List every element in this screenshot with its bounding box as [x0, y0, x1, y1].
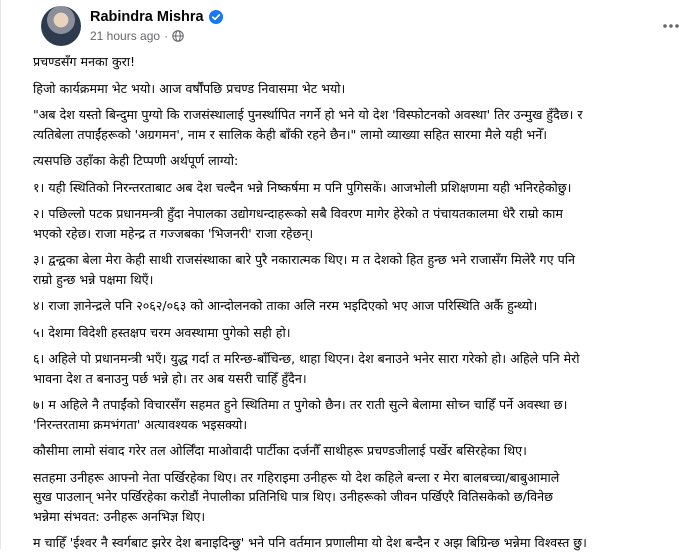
- post-paragraph: ५। देशमा विदेशी हस्तक्षप चरम अवस्थामा पुगेको सही हो।: [33, 324, 291, 340]
- more-options-icon[interactable]: [657, 12, 685, 40]
- post-body: [33, 52, 679, 560]
- post-paragraph: त्यसपछि उहाँका केही टिप्पणी अर्थपूर्ण लाग्यो:: [33, 153, 239, 168]
- author-name[interactable]: Rabindra Mishra: [90, 9, 204, 25]
- meta-separator: ·: [164, 29, 169, 43]
- post-paragraph: प्रचण्डसँग मनका कुरा!: [33, 54, 136, 69]
- avatar[interactable]: [41, 6, 81, 46]
- globe-icon[interactable]: [172, 30, 184, 42]
- post-paragraph: ३। द्वन्द्वका बेला मेरा केही साथी राजसंस्थाका बारे पुरै नकारात्मक थिए। म त देशको हित हुन्छ भने राजासँग मिलेरै गए पनि राम्रो हुन्छ भन्ने पक्षमा थिएँ।: [33, 252, 575, 287]
- post-paragraph: ७। म अहिले नै तपाईंको विचारसँग सहमत हुने स्थितिमा त पुगेको छैन। तर राती सुत्ने बेलामा सोच्न चाहिँ पर्ने अवस्था छ। 'निरन्तरतामा क्रमभंगता' अत्यावश्यक भइसक्यो।: [33, 397, 568, 432]
- post-paragraph: हिजो कार्यक्रममा भेट भयो। आज वर्षौंपछि प्रचण्ड निवासमा भेट भयो।: [33, 80, 346, 96]
- post-paragraph: म चाहिँ 'ईश्वर नै स्वर्गबाट झरेर देश बनाइदिन्छु' भने पनि वर्तमान प्रणालीमा यो देश बन्दैन र अझ बिग्रिन्छ भन्नेमा विश्वस्त छु।: [33, 535, 587, 550]
- post-paragraph: ६। अहिले पो प्रधानमन्त्री भएँ। युद्ध गर्दा त मरिन्छ-बाँचिन्छ, थाहा थिएन। देश बनाउने भनेर सारा गरेको हो। अहिले पनि मेरो भावना देश त बनाउनु पर्छ भन्ने हो। तर अब यसरी चाहिँ हुँदैन।: [33, 351, 580, 386]
- post-paragraph: १। यही स्थितिको निरन्तरताबाट अब देश चल्दैन भन्ने निष्कर्षमा म पनि पुगिसकें। आजभोली प्रशिक्षणमा यही भनिरहेकोछु।: [33, 179, 572, 195]
- author-name-row: [90, 9, 223, 25]
- post-meta: [90, 29, 184, 43]
- post-paragraph: ४। राजा ज्ञानेन्द्रले पनि २०६२/०६३ को आन्दोलनको ताका अलि नरम भइदिएको भए आज परिस्थिति अर्कै हुन्थ्यो।: [33, 298, 538, 313]
- post-paragraph: "अब देश यस्तो बिन्दुमा पुग्यो कि राजसंस्थालाई पुनर्स्थापित नगर्ने हो भने यो देश 'विस्फोटनको अवस्था' तिर उन्मुख हुँदैछ। र त्यतिबेला तपाईंहरूको 'अग्रगमन', नाम र सालिक केही बाँकी रहने छैन।" लामो व्याख्या सहित सारमा मैले यही भनेँ।: [33, 107, 583, 142]
- post-paragraph: सतहमा उनीहरू आफ्नो नेता पर्खिरहेका थिए। तर गहिराइमा उनीहरू यो देश कहिले बन्ला र मेरा बालबच्चा/बाबुआमाले सुख पाउलान् भनेर पर्खिरहेका करोडौं नेपालीका प्रतिनिधि पात्र थिए। उनीहरूको जीवन पर्खिएरै वितिसकेको छ/विनेछ भन्नेमा संभवत: उनीहरू अनभिज्ञ थिए।: [33, 469, 560, 524]
- post-paragraph: २। पछिल्लो पटक प्रधानमन्त्री हुँदा नेपालका उद्योगधन्दाहरूको सबै विवरण मागेर हेरेको त पंचायतकालमा धेरै राम्रो काम भएको रहेछ। राजा महेन्द्र त गज्जबका 'भिजनरी' राजा रहेछन्।: [33, 206, 563, 241]
- post-header: [41, 6, 691, 46]
- post-timestamp[interactable]: 21 hours ago: [90, 29, 161, 43]
- post-paragraph: कौसीमा लामो संवाद गरेर तल ओर्लिँदा माओवादी पार्टीका दर्जनौँ साथीहरू प्रचण्डजीलाई पर्खेर बसिरहेका थिए।: [33, 443, 527, 458]
- verified-badge-icon: [209, 10, 223, 24]
